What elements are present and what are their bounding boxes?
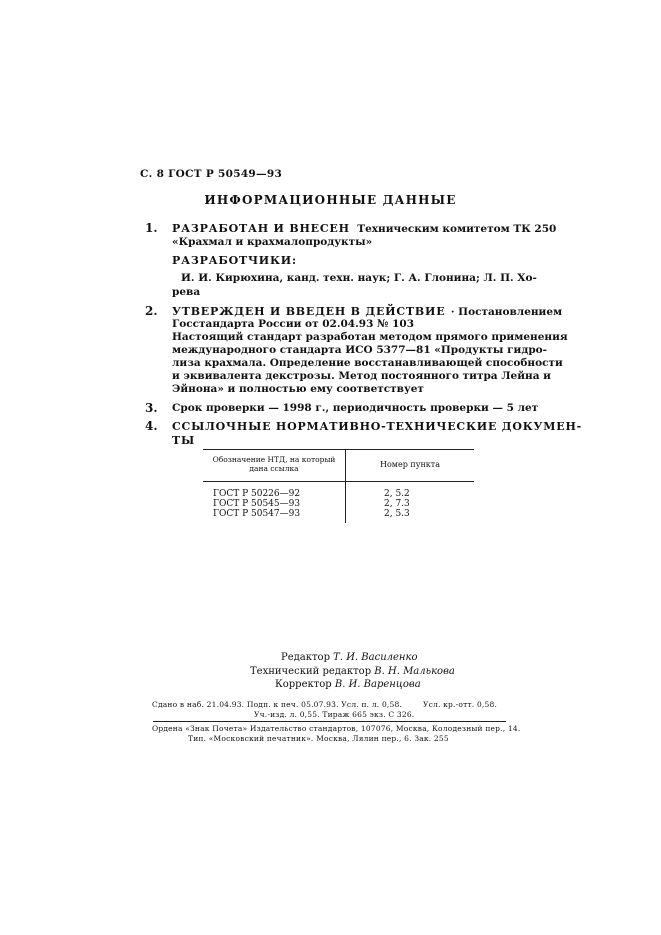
credit-corrector: [275, 678, 421, 691]
table-row-2-item: 2, 7.3: [384, 499, 410, 509]
item2-line2: Госстандарта России от 02.04.93 № 103: [172, 318, 415, 330]
item2-line1: [172, 305, 562, 319]
corrector-label: Корректор: [275, 679, 332, 690]
imprint-line1: Сдано в наб. 21.04.93. Подп. к печ. 05.07.93. Усл. п. л. 0,58.: [152, 700, 403, 709]
section-title: ИНФОРМАЦИОННЫЕ ДАННЫЕ: [204, 193, 457, 207]
item2-caps: УТВЕРЖДЕН И ВВЕДЕН В ДЕЙСТВИЕ: [172, 305, 446, 318]
editor-name: Т. И. Василенко: [333, 652, 418, 663]
credit-editor: [281, 651, 418, 664]
table-row-2-doc: ГОСТ Р 50545—93: [213, 499, 301, 509]
corrector-name: В. И. Варенцова: [334, 679, 421, 690]
item2-line5: лиза крахмала. Определение восстанавливающей способности: [172, 357, 563, 369]
item1-line1: [172, 222, 557, 236]
imprint-line1-end: Усл. кр.-отт. 0,58.: [423, 700, 498, 709]
tech-editor-name: В. Н. Малькова: [374, 666, 455, 677]
table-header-item: Номер пункта: [380, 460, 440, 469]
imprint-divider: [153, 721, 506, 722]
imprint-line2: Уч.-изд. л. 0,55. Тираж 665 экз. С 326.: [254, 710, 415, 719]
item4-line2: ТЫ: [172, 434, 196, 447]
item3-number: 3.: [145, 401, 158, 415]
item1-rest: Техническим комитетом ТК 250: [357, 223, 557, 235]
credit-tech-editor: [250, 665, 455, 678]
item4-line1: ССЫЛОЧНЫЕ НОРМАТИВНО-ТЕХНИЧЕСКИЕ ДОКУМЕН-: [172, 420, 583, 433]
item1-caps: РАЗРАБОТАН И ВНЕСЕН: [172, 222, 350, 235]
item4-number: 4.: [145, 419, 158, 433]
table-header-doc: Обозначение НТД, на который дана ссылка: [212, 455, 336, 473]
item2-line4: международного стандарта ИСО 5377—81 «Продукты гидро-: [172, 344, 548, 356]
item2-rest: · Постановлением: [450, 306, 563, 318]
table-row-3-item: 2, 5.3: [384, 509, 410, 519]
developers-line2: рева: [172, 286, 201, 298]
item2-line7: Эйнона» и полностью ему соответствует: [172, 383, 424, 395]
item3-text: Срок проверки — 1998 г., периодичность проверки — 5 лет: [172, 402, 539, 414]
table-row-1-item: 2, 5.2: [384, 489, 410, 499]
editor-label: Редактор: [281, 652, 330, 663]
table-row-1-doc: ГОСТ Р 50226—92: [213, 489, 301, 499]
imprint-line3: Ордена «Знак Почета» Издательство стандартов, 107076, Москва, Колодезный пер., 14.: [152, 724, 521, 733]
item2-number: 2.: [145, 304, 158, 318]
item1-number: 1.: [145, 221, 158, 235]
item2-line6: и эквивалента декстрозы. Метод постоянного титра Лейна и: [172, 370, 551, 382]
tech-editor-label: Технический редактор: [250, 666, 372, 677]
developers-line1: И. И. Кирюхина, канд. техн. наук; Г. А. Глонина; Л. П. Хо-: [181, 272, 537, 284]
page-header: С. 8 ГОСТ Р 50549—93: [140, 168, 283, 180]
developers-heading: РАЗРАБОТЧИКИ:: [172, 254, 297, 267]
item2-line3: Настоящий стандарт разработан методом прямого применения: [172, 331, 568, 343]
item1-line2: «Крахмал и крахмалопродукты»: [172, 236, 373, 248]
table-row-3-doc: ГОСТ Р 50547—93: [213, 509, 301, 519]
imprint-line4: Тип. «Московский печатник». Москва, Лялин пер., 6. Зак. 255: [188, 734, 449, 743]
